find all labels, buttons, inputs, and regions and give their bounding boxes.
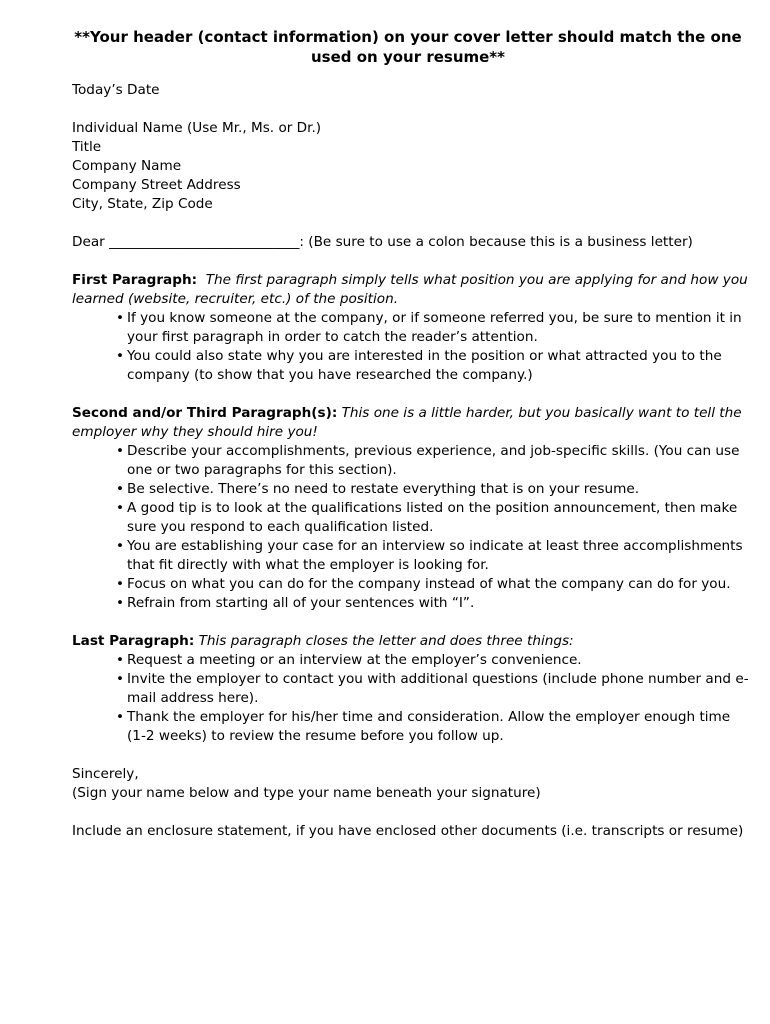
- bullet-glyph: •: [116, 595, 125, 611]
- recipient-name: Individual Name (Use Mr., Ms. or Dr.): [72, 120, 322, 136]
- last-paragraph-bullets: [72, 651, 752, 746]
- list-item: • Be selective. There’s no need to restate everything that is on your resume.: [116, 481, 640, 497]
- first-paragraph-desc: The first paragraph simply tells what position you are applying for and how you learned (website, recruiter, etc.) of the position.: [72, 272, 748, 307]
- list-item: • Request a meeting or an interview at the employer’s convenience.: [116, 652, 582, 668]
- bullet-glyph: •: [116, 481, 125, 497]
- list-item: • Thank the employer for his/her time and consideration. Allow the employer enough time (1-2 weeks) to review the resume before you follow up.: [116, 709, 731, 744]
- list-item: • You are establishing your case for an interview so indicate at least three accomplishments that fit directly with what the employer is looking for.: [116, 538, 743, 573]
- recipient-title: Title: [72, 139, 102, 155]
- signature-note: (Sign your name below and type your name beneath your signature): [72, 785, 541, 801]
- date-line: Today’s Date: [72, 82, 160, 98]
- bullet-glyph: •: [116, 709, 125, 725]
- list-item: • Refrain from starting all of your sentences with “I”.: [116, 595, 475, 611]
- list-item: • You could also state why you are interested in the position or what attracted you to the company (to show that you have researched the company.): [116, 348, 722, 383]
- enclosure-note: Include an enclosure statement, if you have enclosed other documents (i.e. transcripts or resume): [72, 823, 744, 839]
- last-paragraph-label: Last Paragraph:: [72, 633, 195, 649]
- first-paragraph-bullets: [72, 309, 752, 385]
- bullet-glyph: •: [116, 310, 125, 326]
- bullet-glyph: •: [116, 652, 125, 668]
- second-paragraph-label: Second and/or Third Paragraph(s):: [72, 405, 338, 421]
- last-paragraph-desc: This paragraph closes the letter and does three things:: [198, 633, 574, 649]
- closing-line: Sincerely,: [72, 766, 139, 782]
- second-paragraph-bullets: [72, 442, 752, 613]
- bullet-glyph: •: [116, 500, 125, 516]
- header-note: **Your header (contact information) on your cover letter should match the one used on your resume**: [74, 28, 742, 66]
- second-paragraph-desc: This one is a little harder, but you basically want to tell the employer why they should hire you!: [72, 405, 742, 440]
- recipient-street: Company Street Address: [72, 177, 241, 193]
- list-item: • Focus on what you can do for the company instead of what the company can do for you.: [116, 576, 731, 592]
- recipient-city: City, State, Zip Code: [72, 196, 213, 212]
- letter-body: [72, 81, 752, 841]
- recipient-block: [72, 119, 752, 214]
- first-paragraph-intro: [72, 271, 752, 309]
- bullet-glyph: •: [116, 576, 125, 592]
- bullet-glyph: •: [116, 348, 125, 364]
- list-item: • If you know someone at the company, or if someone referred you, be sure to mention it in your first paragraph in order to catch the reader’s attention.: [116, 310, 742, 345]
- bullet-glyph: •: [116, 538, 125, 554]
- first-paragraph-label: First Paragraph:: [72, 272, 198, 288]
- bullet-glyph: •: [116, 671, 125, 687]
- second-paragraph-intro: [72, 404, 752, 442]
- list-item: • A good tip is to look at the qualifications listed on the position announcement, then make sure you respond to each qualification listed.: [116, 500, 738, 535]
- list-item: • Invite the employer to contact you with additional questions (include phone number and e-mail address here).: [116, 671, 749, 706]
- bullet-glyph: •: [116, 443, 125, 459]
- list-item: • Describe your accomplishments, previous experience, and job-specific skills. (You can use one or two paragraphs for this section).: [116, 443, 740, 478]
- salutation-line: Dear ____________________________: (Be sure to use a colon because this is a business letter): [72, 234, 693, 250]
- last-paragraph-intro: [72, 632, 752, 651]
- recipient-company: Company Name: [72, 158, 182, 174]
